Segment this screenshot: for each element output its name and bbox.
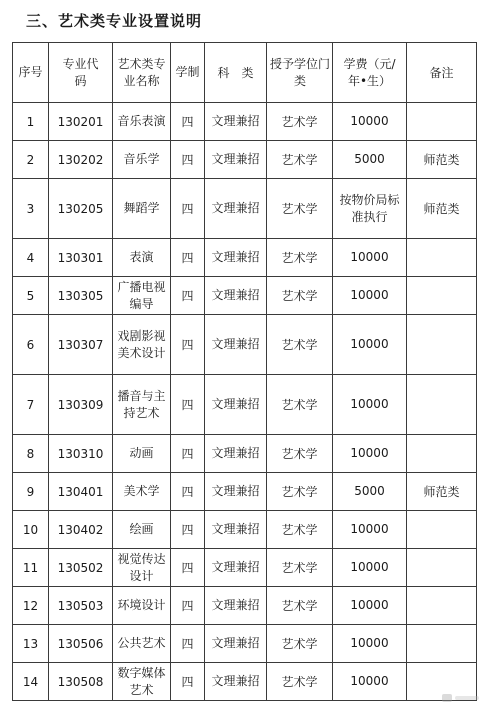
row-note — [407, 435, 477, 473]
table-row — [13, 315, 477, 375]
row-code: 130310 — [49, 435, 113, 473]
row-name: 音乐学 — [113, 141, 171, 179]
row-duration: 四 — [171, 435, 205, 473]
table-header-row — [13, 43, 477, 103]
row-no: 12 — [13, 587, 49, 625]
table-row — [13, 375, 477, 435]
row-fee: 10000 — [333, 435, 407, 473]
row-name: 舞蹈学 — [113, 179, 171, 239]
row-name: 表演 — [113, 239, 171, 277]
table-row — [13, 239, 477, 277]
row-code: 130202 — [49, 141, 113, 179]
row-code: 130201 — [49, 103, 113, 141]
row-code: 130502 — [49, 549, 113, 587]
row-degree: 艺术学 — [267, 239, 333, 277]
row-duration: 四 — [171, 375, 205, 435]
row-category: 文理兼招 — [205, 315, 267, 375]
row-degree: 艺术学 — [267, 375, 333, 435]
row-no: 8 — [13, 435, 49, 473]
header-fee: 学费（元/年•生） — [333, 43, 407, 103]
row-fee: 10000 — [333, 511, 407, 549]
row-category: 文理兼招 — [205, 103, 267, 141]
row-fee: 5000 — [333, 141, 407, 179]
table-row — [13, 587, 477, 625]
row-code: 130402 — [49, 511, 113, 549]
table-row — [13, 663, 477, 701]
table-row — [13, 625, 477, 663]
row-duration: 四 — [171, 315, 205, 375]
row-category: 文理兼招 — [205, 511, 267, 549]
row-fee: 10000 — [333, 625, 407, 663]
row-no: 11 — [13, 549, 49, 587]
row-fee: 10000 — [333, 239, 407, 277]
row-fee: 10000 — [333, 663, 407, 701]
row-degree: 艺术学 — [267, 625, 333, 663]
row-fee: 按物价局标准执行 — [333, 179, 407, 239]
row-duration: 四 — [171, 549, 205, 587]
row-note — [407, 315, 477, 375]
header-name: 艺术类专业名称 — [113, 43, 171, 103]
row-no: 9 — [13, 473, 49, 511]
majors-table — [12, 42, 477, 701]
row-no: 7 — [13, 375, 49, 435]
header-degree: 授予学位门类 — [267, 43, 333, 103]
row-no: 10 — [13, 511, 49, 549]
row-fee: 10000 — [333, 587, 407, 625]
row-duration: 四 — [171, 277, 205, 315]
watermark-icon — [442, 692, 480, 704]
page-title: 三、艺术类专业设置说明 — [26, 12, 203, 30]
row-no: 6 — [13, 315, 49, 375]
row-category: 文理兼招 — [205, 473, 267, 511]
row-category: 文理兼招 — [205, 663, 267, 701]
table-row — [13, 435, 477, 473]
table-row — [13, 141, 477, 179]
row-code: 130305 — [49, 277, 113, 315]
row-name: 播音与主持艺术 — [113, 375, 171, 435]
row-duration: 四 — [171, 141, 205, 179]
row-code: 130506 — [49, 625, 113, 663]
row-category: 文理兼招 — [205, 375, 267, 435]
row-name: 绘画 — [113, 511, 171, 549]
table-row — [13, 473, 477, 511]
row-degree: 艺术学 — [267, 549, 333, 587]
row-note — [407, 103, 477, 141]
row-fee: 10000 — [333, 375, 407, 435]
table-row — [13, 511, 477, 549]
row-duration: 四 — [171, 103, 205, 141]
row-no: 14 — [13, 663, 49, 701]
row-duration: 四 — [171, 625, 205, 663]
row-name: 戏剧影视美术设计 — [113, 315, 171, 375]
row-degree: 艺术学 — [267, 103, 333, 141]
row-fee: 10000 — [333, 103, 407, 141]
header-duration: 学制 — [171, 43, 205, 103]
row-code: 130307 — [49, 315, 113, 375]
header-category: 科 类 — [205, 43, 267, 103]
row-code: 130309 — [49, 375, 113, 435]
row-code: 130508 — [49, 663, 113, 701]
row-fee: 5000 — [333, 473, 407, 511]
row-note: 师范类 — [407, 141, 477, 179]
row-name: 美术学 — [113, 473, 171, 511]
row-name: 数字媒体艺术 — [113, 663, 171, 701]
row-note: 师范类 — [407, 473, 477, 511]
row-name: 公共艺术 — [113, 625, 171, 663]
row-note — [407, 587, 477, 625]
row-name: 音乐表演 — [113, 103, 171, 141]
row-duration: 四 — [171, 239, 205, 277]
row-category: 文理兼招 — [205, 179, 267, 239]
table-row — [13, 179, 477, 239]
row-note — [407, 277, 477, 315]
row-category: 文理兼招 — [205, 141, 267, 179]
row-fee: 10000 — [333, 315, 407, 375]
row-degree: 艺术学 — [267, 435, 333, 473]
row-category: 文理兼招 — [205, 277, 267, 315]
row-note — [407, 549, 477, 587]
header-no: 序号 — [13, 43, 49, 103]
row-category: 文理兼招 — [205, 239, 267, 277]
row-fee: 10000 — [333, 549, 407, 587]
row-degree: 艺术学 — [267, 663, 333, 701]
row-category: 文理兼招 — [205, 625, 267, 663]
row-degree: 艺术学 — [267, 179, 333, 239]
row-no: 4 — [13, 239, 49, 277]
row-category: 文理兼招 — [205, 549, 267, 587]
row-no: 3 — [13, 179, 49, 239]
row-degree: 艺术学 — [267, 587, 333, 625]
row-duration: 四 — [171, 179, 205, 239]
row-fee: 10000 — [333, 277, 407, 315]
row-name: 环境设计 — [113, 587, 171, 625]
row-duration: 四 — [171, 663, 205, 701]
row-no: 13 — [13, 625, 49, 663]
row-note: 师范类 — [407, 179, 477, 239]
row-duration: 四 — [171, 511, 205, 549]
row-degree: 艺术学 — [267, 277, 333, 315]
row-code: 130503 — [49, 587, 113, 625]
row-name: 广播电视编导 — [113, 277, 171, 315]
table-row — [13, 549, 477, 587]
table-row — [13, 277, 477, 315]
row-note — [407, 511, 477, 549]
row-category: 文理兼招 — [205, 435, 267, 473]
header-code: 专业代码 — [49, 43, 113, 103]
row-name: 视觉传达设计 — [113, 549, 171, 587]
row-note — [407, 625, 477, 663]
row-no: 2 — [13, 141, 49, 179]
row-duration: 四 — [171, 473, 205, 511]
row-degree: 艺术学 — [267, 473, 333, 511]
row-note — [407, 375, 477, 435]
row-name: 动画 — [113, 435, 171, 473]
table-row — [13, 103, 477, 141]
row-no: 5 — [13, 277, 49, 315]
row-code: 130205 — [49, 179, 113, 239]
row-degree: 艺术学 — [267, 315, 333, 375]
row-code: 130401 — [49, 473, 113, 511]
row-no: 1 — [13, 103, 49, 141]
row-duration: 四 — [171, 587, 205, 625]
header-note: 备注 — [407, 43, 477, 103]
row-note — [407, 239, 477, 277]
row-category: 文理兼招 — [205, 587, 267, 625]
row-code: 130301 — [49, 239, 113, 277]
row-degree: 艺术学 — [267, 141, 333, 179]
row-degree: 艺术学 — [267, 511, 333, 549]
